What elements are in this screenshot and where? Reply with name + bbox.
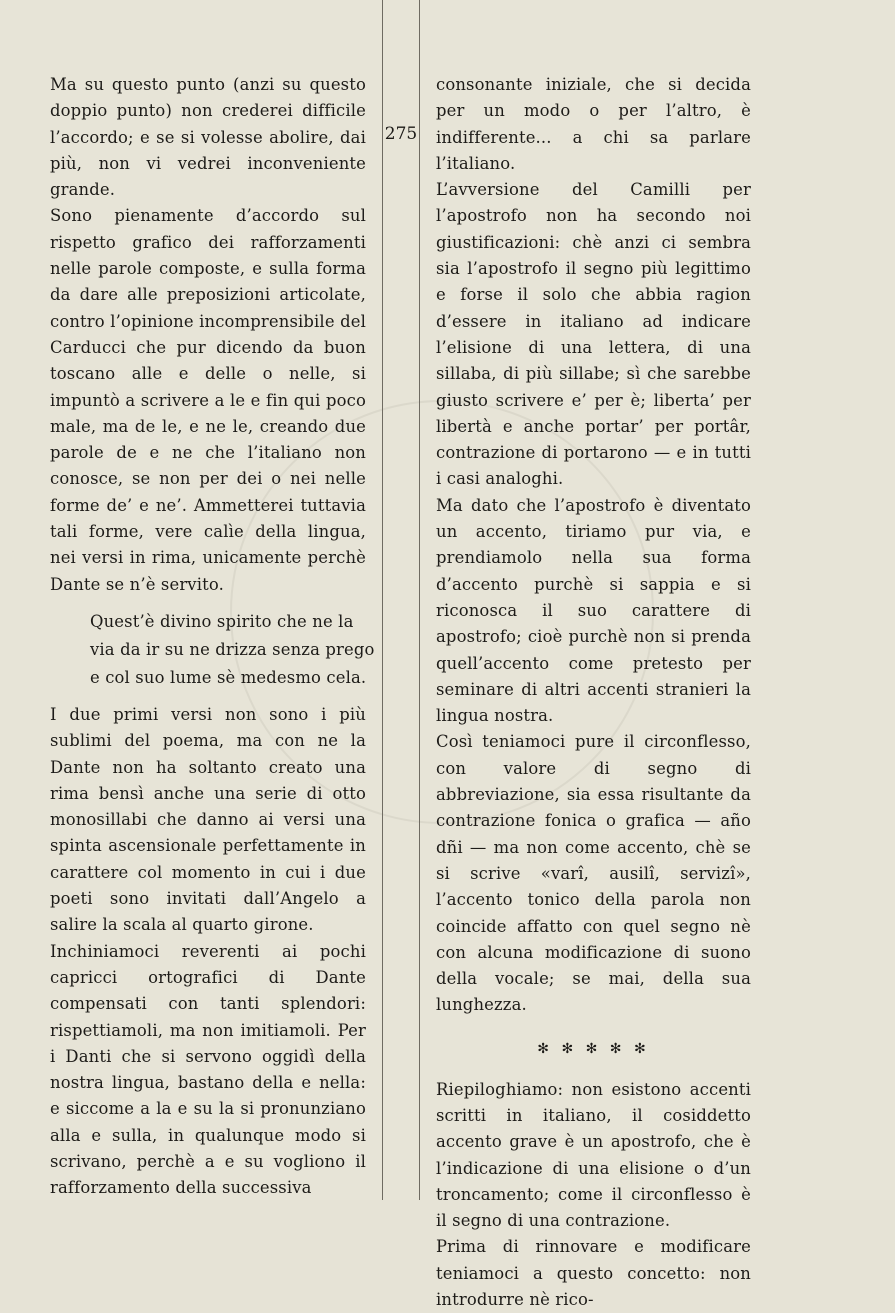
left-column (50, 72, 375, 1202)
verse-line: e col suo lume sè medesmo cela. (90, 667, 367, 687)
paragraph: Riepiloghiamo: non esistono accenti scritti in italiano, il cosiddetto accento grave è un apostrofo, che è l’indicazione di una elisione o d’un troncamento; come il circonflesso è il segno di una contrazione. (436, 1079, 751, 1231)
paragraph: Così teniamoci pure il circonflesso, con valore di segno di abbreviazione, sia essa risultante da contrazione fonica o grafica — año dñi — ma non come accento, chè se si scrive «varî, ausilî, servizî», l’accento tonico della parola non coincide affatto con quel segno nè con alcuna modificazione di suono della vocale; se mai, della sua lunghezza. (436, 732, 751, 1015)
page-number: 275 (384, 124, 418, 144)
left-gutter-rule (382, 0, 383, 1200)
verse-quote (90, 608, 375, 692)
paragraph: consonante iniziale, che si decida per un modo o per l’altro, è indifferente... a chi sa parlare l’italiano. (436, 75, 751, 173)
right-gutter-rule (419, 0, 420, 1200)
paragraph: Ma dato che l’apostrofo è diventato un accento, tiriamo pur via, e prendiamolo nella sua forma d’accento purchè si sappia e si riconosca il suo carattere di apostrofo; cioè purchè non si prenda quell’accento come pretesto per seminare di altri accenti stranieri la lingua nostra. (436, 495, 751, 726)
right-column (436, 72, 751, 1313)
paragraph: Ma su questo punto (anzi su questo doppio punto) non crederei difficile l’accordo; e se si volesse abolire, dai più, non vi vedrei inconveniente grande. (50, 75, 366, 200)
paragraph: L’avversione del Camilli per l’apostrofo non ha secondo noi giustificazioni: chè anzi ci sembra sia l’apostrofo il segno più legittimo e forse il solo che abbia ragion d’essere in italiano ad indicare l’elisione di una lettera, di una sillaba, di più sillabe; sì che sarebbe giusto scrivere e’ per è; liberta’ per libertà e anche portar’ per portâr, contrazione di portarono — e in tutti i casi analoghi. (436, 180, 751, 489)
section-separator: ✻ ✻ ✻ ✻ ✻ (537, 1040, 650, 1057)
paragraph: I due primi versi non sono i più sublimi del poema, ma con ne la Dante non ha soltanto creato una rima bensì anche una serie di otto monosillabi che danno ai versi una spinta ascensionale perfettamente in carattere col momento in cui i due poeti sono invitati dall’Angelo a salire la scala al quarto girone. (50, 704, 366, 935)
paragraph: Inchiniamoci reverenti ai pochi capricci ortografici di Dante compensati con tanti splendori: rispettiamoli, ma non imitiamoli. Per i Danti che si servono oggidì della nostra lingua, bastano della e nella: e siccome a la e su la si pronunziano alla e sulla, in qualunque modo si scrivano, perchè a e su vogliono il rafforzamento della successiva (50, 941, 366, 1198)
verse-line: via da ir su ne drizza senza prego (90, 639, 375, 659)
paragraph: Sono pienamente d’accordo sul rispetto grafico dei rafforzamenti nelle parole composte, e sulla forma da dare alle preposizioni articolate, contro l’opinione incomprensibile del Carducci che pur dicendo da buon toscano alle e delle o nelle, si impuntò a scrivere a le e fin qui poco male, ma de le, e ne le, creando due parole de e ne che l’italiano non conosce, se non per dei o nei nelle forme de’ e ne’. Ammetterei tuttavia tali forme, vere calìe della lingua, nei versi in rima, unicamente perchè Dante se n’è servito. (50, 206, 366, 594)
paragraph: Prima di rinnovare e modificare teniamoci a questo concetto: non introdurre nè rico- (436, 1237, 751, 1310)
verse-line: Quest’è divino spirito che ne la (90, 611, 354, 631)
